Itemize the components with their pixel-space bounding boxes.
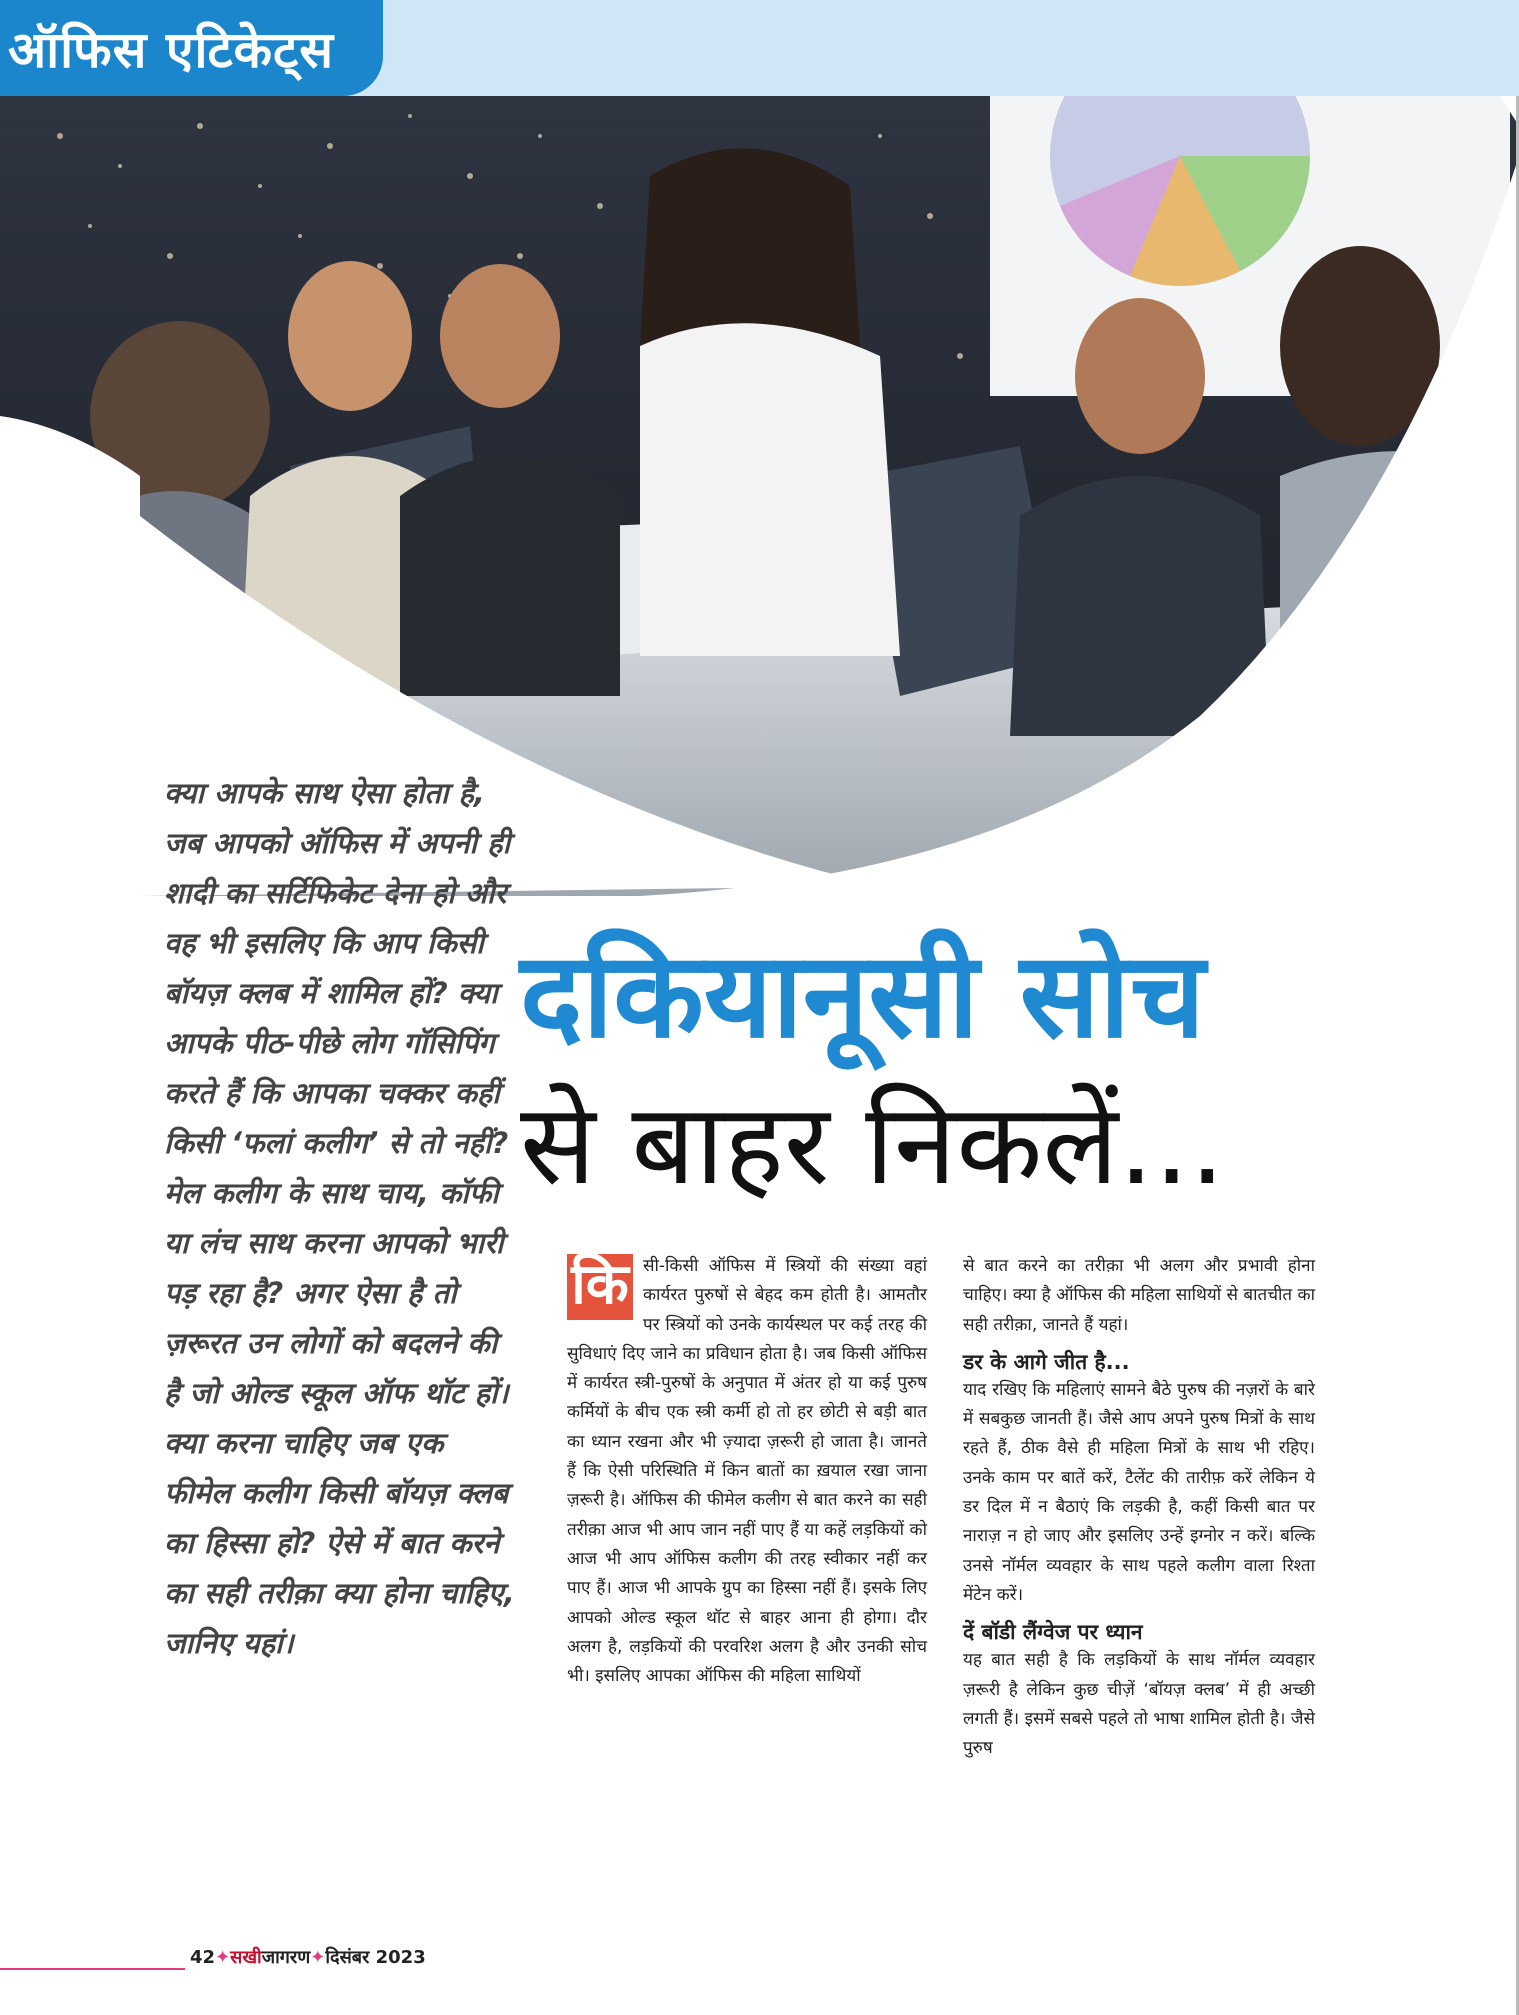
issue-date: दिसंबर 2023 bbox=[325, 1947, 426, 1968]
star-icon: ✦ bbox=[310, 1947, 326, 1968]
lead-text: क्या आपके साथ ऐसा होता है, जब आपको ऑफिस में अपनी ही शादी का सर्टिफिकेट देना हो और वह भी इसलिए कि आप किसी बॉयज़ क्लब में शामिल हों? क्या आपके पीठ-पीछे लोग गॉसिपिंग करते हैं कि आपका चक्कर कहीं किसी ‘फलां कलीग’ से तो नहीं? मेल कलीग के साथ चाय, कॉफी या लंच साथ करना आपको भारी पड़ रहा है? अगर ऐसा है तो ज़रूरत उन लोगों को बदलने की है जो ओल्ड स्कूल ऑफ थॉट हों। क्या करना चाहिए जब एक फीमेल कलीग किसी बॉयज़ क्लब का हिस्सा हो? ऐसे में बात करने का सही तरीक़ा क्या होना चाहिए, जानिए यहां। bbox=[164, 776, 515, 1660]
brand-part-2: जागरण bbox=[261, 1947, 311, 1968]
star-icon: ✦ bbox=[215, 1947, 231, 1968]
body-text-col1: सी-किसी ऑफिस में स्त्रियों की संख्या वहां कार्यरत पुरुषों से बेहद कम होती है। आमतौर पर स्त्रियों को उनके कार्यस्थल पर कई तरह की सुविधाएं दिए जाने का प्रविधान होता है। जब किसी ऑफिस में कार्यरत स्त्री-पुरुषों के अनुपात में अंतर हो या कई पुरुष कर्मियों के बीच एक स्त्री कर्मी हो तो हर छोटी से बड़ी बात का ध्यान रखना और भी ज़्यादा ज़रूरी हो जाता है। जानते हैं कि ऐसी परिस्थिति में किन बातों का ख़याल रखा जाना ज़रूरी है। ऑफिस की फीमेल कलीग से बात करने का सही तरीक़ा आज भी आप जान नहीं पाए हैं या कहें लड़कियों को आज भी आप ऑफिस कलीग की तरह स्वीकार नहीं कर पाए हैं। आज भी आपके ग्रुप का हिस्सा नहीं हैं। इसके लिए आपको ओल्ड स्कूल थॉट से बाहर आना ही होगा। दौर अलग है, लड़कियों की परवरिश अलग है और उनकी सोच भी। इसलिए आपका ऑफिस की महिला साथियों bbox=[567, 1256, 927, 1687]
page-folio bbox=[190, 1945, 426, 1969]
subhead-fear: डर के आगे जीत है... bbox=[963, 1349, 1130, 1374]
body-paragraph-2: यह बात सही है कि लड़कियों के साथ नॉर्मल व्यवहार ज़रूरी है लेकिन कुछ चीज़ें ‘बॉयज़ क्लब’ में ही अच्छी लगती हैं। इसमें सबसे पहले तो भाषा शामिल होती है। जैसे पुरुष bbox=[963, 1650, 1315, 1759]
body-text-col2-intro: से बात करने का तरीक़ा भी अलग और प्रभावी होना चाहिए। क्या है ऑफिस की महिला साथियों से बातचीत का सही तरीक़ा, जानते हैं यहां। bbox=[963, 1256, 1315, 1335]
section-title: ऑफिस एटिकेट्स bbox=[8, 21, 335, 79]
subhead-body-language: दें बॉडी लैंग्वेज पर ध्यान bbox=[963, 1620, 1143, 1645]
folio-rule bbox=[0, 1968, 185, 1970]
headline-line-2: से बाहर निकलें... bbox=[520, 1080, 1226, 1210]
body-column-2 bbox=[963, 1252, 1315, 1763]
body-column-1 bbox=[567, 1252, 927, 1691]
page-number: 42 bbox=[190, 1947, 216, 1968]
brand-part-1: सखी bbox=[230, 1947, 262, 1968]
headline-line-1: दकियानूसी सोच bbox=[520, 926, 1206, 1064]
drop-cap: कि bbox=[567, 1254, 633, 1320]
section-tab bbox=[0, 0, 383, 96]
body-paragraph-1: याद रखिए कि महिलाएं सामने बैठे पुरुष की नज़रों के बारे में सबकुछ जानती हैं। जैसे आप अपने पुरुष मित्रों के साथ रहते हैं, ठीक वैसे ही महिला मित्रों के साथ भी रहिए। उनके काम पर बातें करें, टैलेंट की तारीफ़ करें लेकिन ये डर दिल में न बैठाएं कि लड़की है, कहीं किसी बात पर नाराज़ न हो जाए और इसलिए उन्हें इग्नोर न करें। बल्कि उनसे नॉर्मल व्यवहार के साथ पहले कलीग वाला रिश्ता मेंटेन करें। bbox=[963, 1379, 1315, 1605]
